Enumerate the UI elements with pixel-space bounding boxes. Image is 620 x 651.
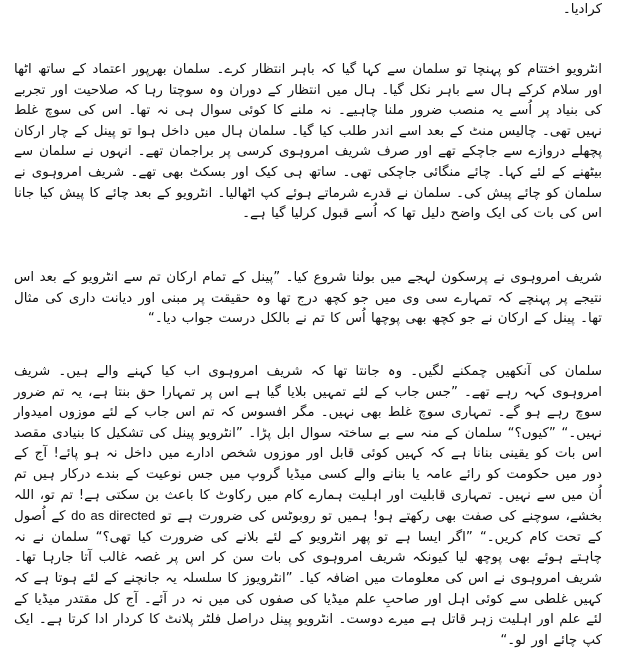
paragraph-text-part-2: کے اُصول کے تحت کام کریں۔“ ”اگر ایسا ہے تو پھر انٹرویو کے لئے بلانے کی ضرورت کیا تھی؟“ سلمان نے نہ چاہتے ہوئے بھی پوچھ لیا کیونکہ شریف امروہوی کی بات سن کر اس پر غصہ غالب آتا جارہا تھا۔ شریف امروہوی نے اس کی معلومات میں اضافہ کیا۔ ”انٹرویوز کا سلسلہ یہ جانچنے کے لئے ہوتا ہے کہ کہیں غلطی سے کوئی اہل اور صاحبِ علم میڈیا کی صفوں کی میں نہ در آئے۔ آج کل مقتدر میڈیا کے لئے علم اور اہلیت زہر قاتل ہے میرے دوست۔ انٹرویو پینل دراصل فلٹر پلانٹ کا کردار ادا کرتا ہے۔ ایک کپ چائے اور لو۔“ [14,509,602,648]
paragraph-panel-verdict: شریف امروہوی نے پرسکون لہجے میں بولنا شروع کیا۔ ”پینل کے تمام ارکان تم سے انٹرویو کے بعد اس نتیجے پر پہنچے کہ تمہارے سی وی میں جو کچھ درج تھا وہ حقیقت پر مبنی اور دیانت داری کی مثال تھا۔ پینل کے ارکان نے جو کچھ بھی پوچھا اُس کا تم نے بالکل درست جواب دیا۔“ [14,270,602,327]
article-page [14,0,603,648]
paragraph-interview-end: انٹرویو اختتام کو پہنچا تو سلمان سے کہا گیا کہ باہر انتظار کرے۔ سلمان بھرپور اعتماد کے ساتھ اٹھا اور سلام کرکے ہال سے باہر نکل گیا۔ ہال میں انتظار کے دوران وہ سوچتا رہا کہ صلاحیت اور تجربے کی بنیاد پر اُسے یہ منصب ضرور ملنا چاہیے۔ نہ ملنے کا کوئی سوال ہی نہ تھا۔ اس کی سوچ غلط نہیں تھی۔ چالیس منٹ کے بعد اسے اندر طلب کیا گیا۔ سلمان ہال میں داخل ہوا تو پینل کے چار ارکان پچھلے دروازے سے جاچکے تھے اور صرف شریف امروہوی کرسی پر براجمان تھے۔ انہوں نے سلمان سے بیٹھنے کے لئے کہا۔ چائے منگائی جاچکی تھی۔ ساتھ ہی کیک اور بسکٹ بھی تھے۔ شریف امروہوی نے سلمان کو چائے پیش کی۔ سلمان نے قدرے شرماتے ہوئے کپ اٹھالیا۔ انٹرویو کے بعد چائے کا پیش کیا جانا اس کی بات کی ایک واضح دلیل تھا کہ اُسے قبول کرلیا گیا ہے۔ [14,62,602,222]
paragraph-continuation: کرادیا۔ [562,2,602,17]
paragraph-text-part-1: سلمان کی آنکھیں چمکنے لگیں۔ وہ جانتا تھا کہ شریف امروہوی اب کیا کہنے والے ہیں۔ شریف امروہوی کہہ رہے تھے۔ ”جس جاب کے لئے تمہیں بلایا گیا ہے اس پر تمہارا حق بنتا ہے، یہ تم ضرور سوچ رہے ہو گے۔ تمہاری سوچ غلط بھی نہیں۔ مگر افسوس کہ تم اس جاب کے لئے موزوں امیدوار نہیں۔“ ”کیوں؟“ سلمان کے منہ سے بے ساختہ سوال ابل پڑا۔ ”انٹرویو پینل کی تشکیل کا بنیادی مقصد اس بات کو یقینی بنانا ہے کہ کہیں کوئی قابل اور موزوں شخص ادارے میں داخل نہ ہو پائے! آج کے دور میں حکومت کو رائے عامہ یا بنانے والے کسی میڈیا گروپ میں جس نوعیت کے بندے درکار ہیں تم اُن میں سے نہیں۔ تمہاری قابلیت اور اہلیت ہمارے کام میں رکاوٹ کا باعث بن سکتی ہے! تم تو، اللہ بخشے، سوچنے کی صفت بھی رکھتے ہو! ہمیں تو روبوٹس کی ضرورت ہے تو [14,364,603,525]
english-phrase: do as directed [71,508,156,524]
paragraph-salman-response [14,362,602,651]
